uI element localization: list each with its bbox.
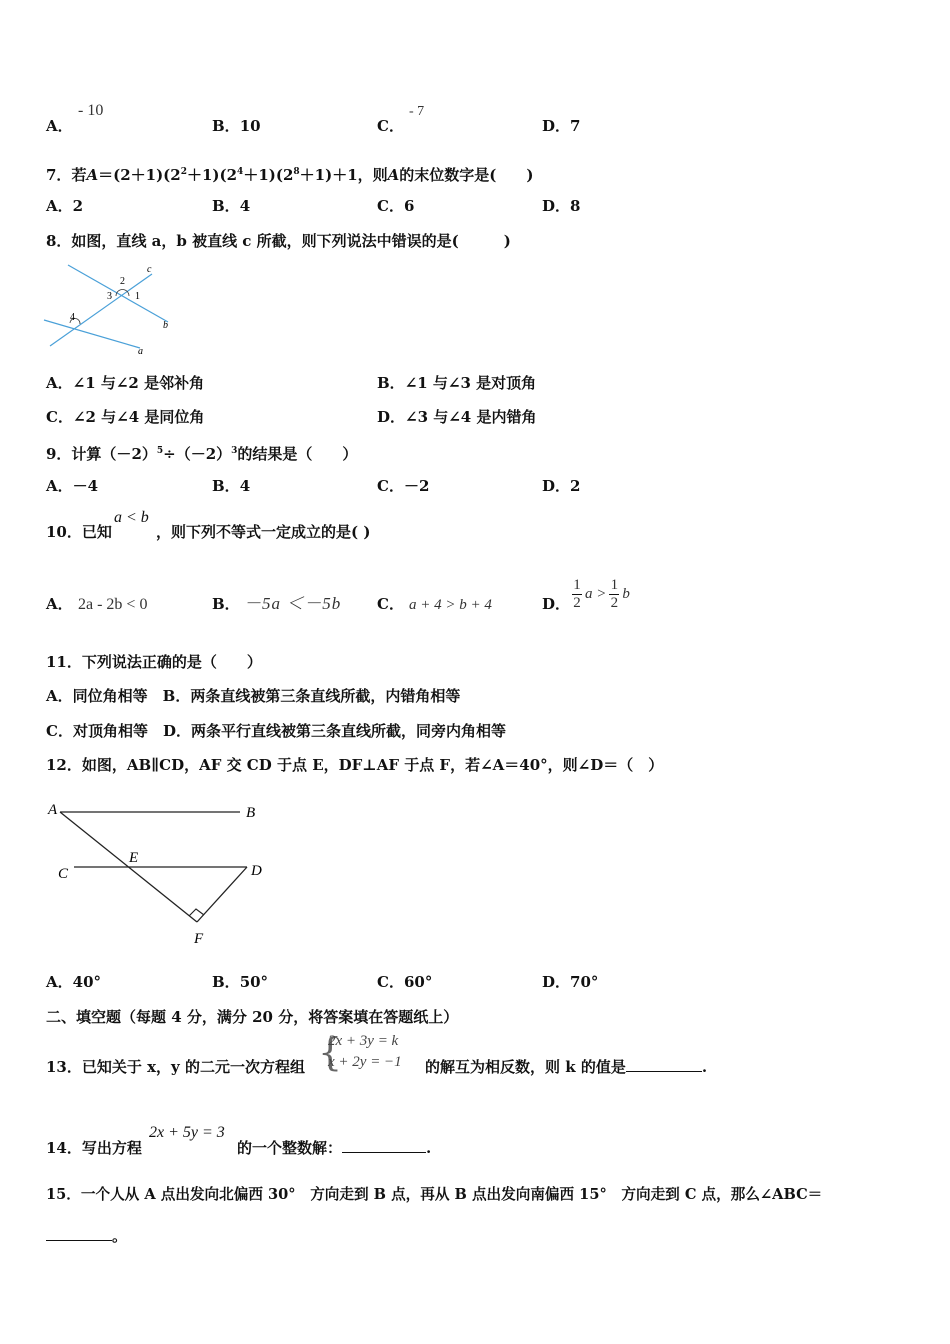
q7-stem: 7．若$A=(2+1)(2^2+1)(2^4+1)(2^8+1)+1$，则A的末位数字是( ) [46,166,534,184]
label-b: B [246,805,256,821]
q8-stem: 8．如图，直线 a，b 被直线 c 所截，则下列说法中错误的是( ) [46,232,511,250]
brace: { [318,1030,343,1074]
line-b [68,265,168,322]
q12-option-d: D．70° [542,973,599,991]
q10-option-c-value: a + 4 > b + 4 [409,597,492,613]
q8-option-c: C．∠2 与∠4 是同位角 [46,408,205,426]
q13-eq2: x + 2y = −1 [328,1054,402,1070]
q10-option-b-letter: B． [212,595,240,613]
q9-option-d: D．2 [542,477,581,495]
fraction-half-1: $\frac{1}{2}$ [573,576,581,611]
q10-option-c-letter: C． [377,595,404,613]
label-e: E [129,850,139,866]
label-c: C [58,866,69,882]
q8-option-d: D．∠3 与∠4 是内错角 [377,408,537,426]
label-4: 4 [70,312,75,323]
label-a: a [138,346,143,357]
q7-option-d: D．8 [542,197,581,215]
q15-answer-line: 。 [46,1226,127,1246]
q10-option-a-value: 2a - 2b < 0 [78,596,148,613]
q12-stem: 12．如图，AB∥CD，AF 交 CD 于点 E，DF⊥AF 于点 F，若∠A＝40°，则∠D＝（ ） [46,756,664,774]
q10-option-a-letter: A． [46,595,73,613]
q7-option-a: A．2 [46,197,84,215]
q10-option-d-value: $\frac{1}{2}$ a > $\frac{1}{2}$ b [573,576,630,611]
q14-stem-post: 的一个整数解： . [237,1139,432,1157]
q14-equation: 2x + 5y = 3 [149,1124,225,1141]
q7-option-c: C．6 [377,197,415,215]
q9-option-c: C．－2 [377,477,430,495]
label-c: c [147,264,152,275]
line-df [197,867,247,922]
q11-options-line1: A．同位角相等 B．两条直线被第三条直线所截，内错角相等 [46,687,461,705]
q13-stem-post: 的解互为相反数，则 k 的值是 . [425,1058,708,1076]
q10-option-d-letter: D． [542,595,571,613]
q7-option-b: B．4 [212,197,251,215]
q11-stem: 11．下列说法正确的是（ ） [46,653,262,671]
q10-stem-pre: 10．已知 [46,523,112,541]
q12-figure [40,795,280,955]
line-c [50,274,152,346]
q14-stem-pre: 14．写出方程 [46,1139,142,1157]
q6-option-c: C． [377,117,404,135]
q13-equation-system [318,1030,423,1075]
q13-stem-pre: 13．已知关于 x，y 的二元一次方程组 [46,1058,305,1076]
label-b: b [163,320,168,331]
q8-option-a: A．∠1 与∠2 是邻补角 [46,374,205,392]
label-f: F [194,931,204,947]
q14-answer-blank[interactable] [342,1152,426,1153]
q9-option-b: B．4 [212,477,251,495]
q11-options-line2: C．对顶角相等 D．两条平行直线被第三条直线所截，同旁内角相等 [46,722,506,740]
q6-option-d: D．7 [542,117,581,135]
label-1: 1 [135,291,140,302]
q6-option-c-value: - 7 [409,104,425,119]
q13-answer-blank[interactable] [626,1071,702,1072]
q8-option-b: B．∠1 与∠3 是对顶角 [377,374,537,392]
q12-option-c: C．60° [377,973,433,991]
fraction-half-2: $\frac{1}{2}$ [610,576,619,611]
label-3: 3 [107,291,112,302]
q15-answer-blank[interactable] [46,1240,112,1241]
q12-option-b: B．50° [212,973,269,991]
q10-condition: a < b [114,509,149,526]
q10-option-b-value: －5a ＜－5b [244,594,342,613]
q6-option-a: A． [46,117,73,135]
q6-option-b: B．10 [212,117,261,135]
q9-stem: 9．计算$(-2)^5\div(-2)^3$的结果是（ ） [46,445,358,463]
q13-eq1: 2x + 3y = k [328,1033,399,1049]
right-angle-mark [189,909,204,916]
q6-option-a-value: - 10 [78,102,104,119]
section-2-title: 二、填空题（每题 4 分，满分 20 分，将答案填在答题纸上） [46,1008,459,1026]
q15-stem: 15．一个人从 A 点出发向北偏西 30° 方向走到 B 点，再从 B 点出发向南偏西 15° 方向走到 C 点，那么∠ABC＝ [46,1186,823,1203]
q8-figure [40,260,180,360]
q9-option-a: A．－4 [46,477,99,495]
line-a [44,320,140,348]
label-2: 2 [120,276,125,287]
q10-stem-post: ，则下列不等式一定成立的是( ) [156,523,371,541]
q12-option-a: A．40° [46,973,102,991]
label-a: A [48,802,58,818]
label-d: D [251,863,262,879]
